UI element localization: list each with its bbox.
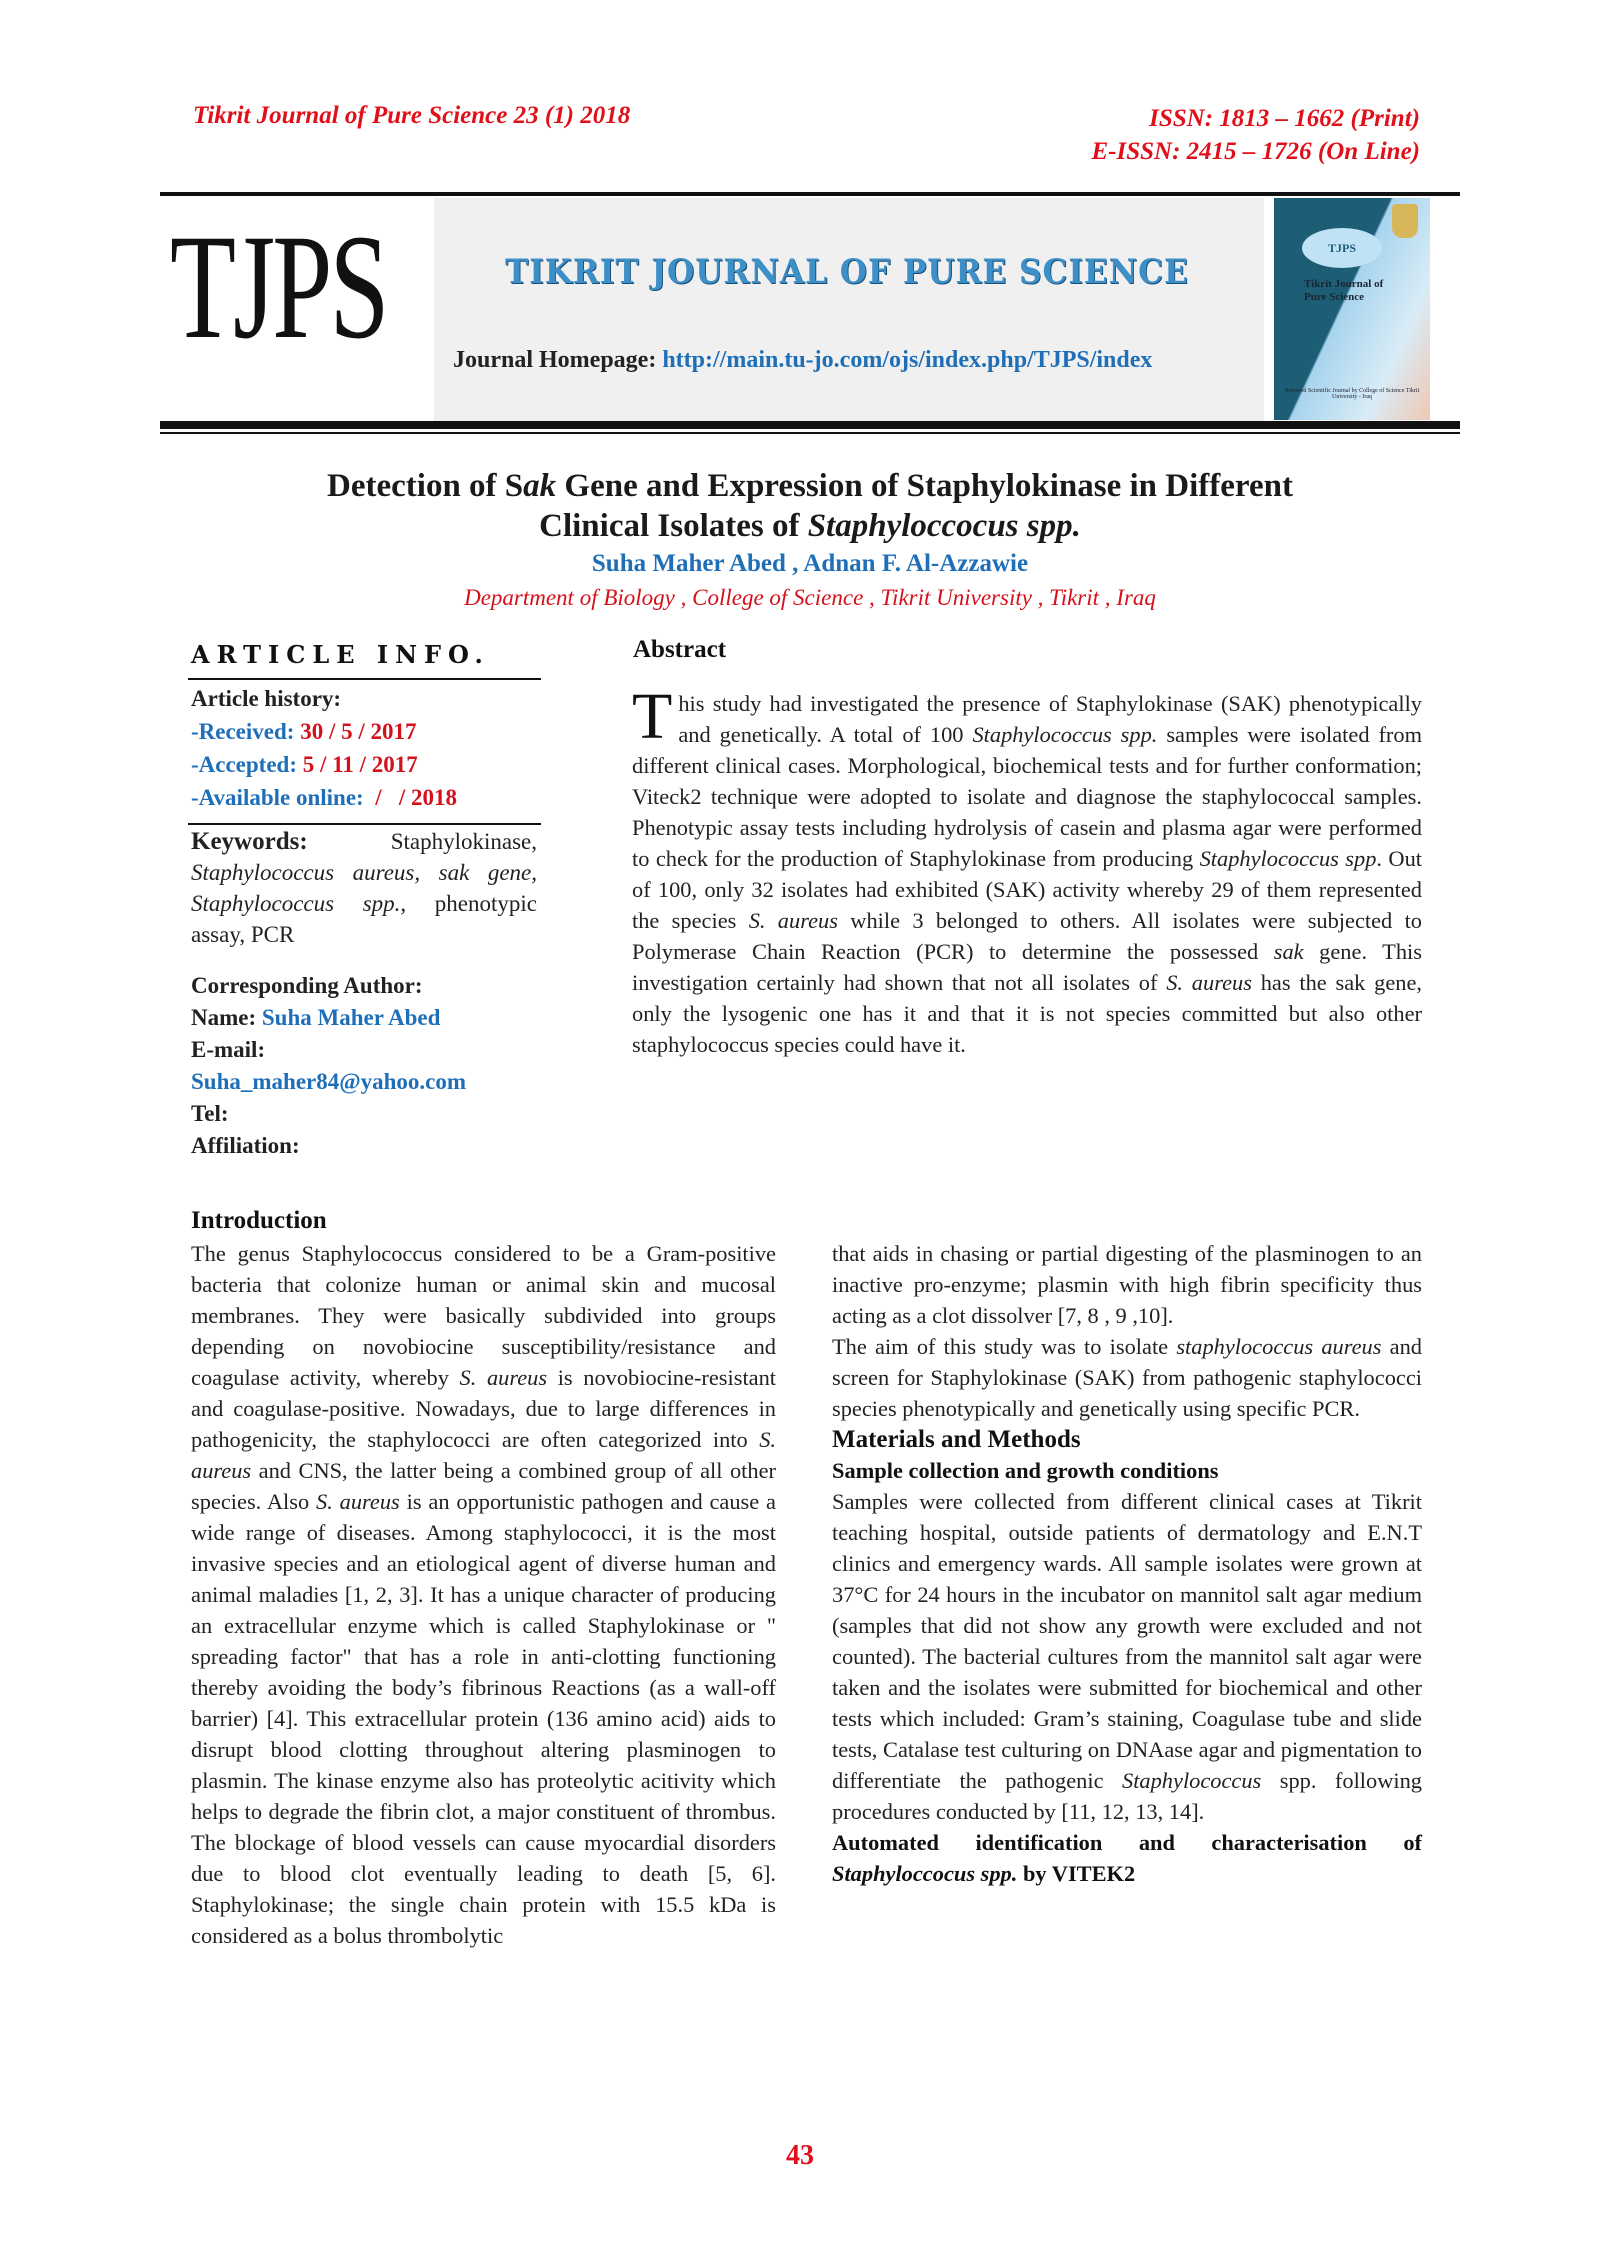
abstract-body [632, 680, 1423, 1060]
abstract-text: his study had investigated the presence of Staphylokinase (SAK) phenotypically and genetically. A total of 100 [678, 691, 1422, 747]
keywords [191, 826, 537, 950]
corresponding-label: Corresponding Author: [191, 973, 423, 998]
issn-online: E-ISSN: 2415 – 1726 (On Line) [1091, 138, 1420, 165]
right-column [832, 1238, 1422, 1889]
body-italic: S. aureus [459, 1365, 548, 1390]
aim-paragraph [832, 1331, 1422, 1424]
masthead-top-rule [160, 192, 1460, 196]
abstract-italic: sak [1273, 939, 1304, 964]
running-header-journal: Tikrit Journal of Pure Science 23 (1) 2018 [193, 102, 631, 129]
abstract-italic: S. aureus [1166, 970, 1252, 995]
title-italic: Staphyloccocus spp. [807, 508, 1081, 544]
article-authors: Suha Maher Abed , Adnan F. Al-Azzawie [591, 550, 1029, 577]
abstract-italic: Staphylococcus spp. [972, 722, 1158, 747]
introduction-heading: Introduction [191, 1207, 327, 1234]
author-name [191, 1002, 466, 1034]
tel-label: Tel: [191, 1101, 229, 1126]
homepage-link[interactable]: http://main.tu-jo.com/ojs/index.php/TJPS/index [662, 347, 1153, 373]
name-value: Suha Maher Abed [261, 1005, 441, 1030]
vitek2-subheading [832, 1827, 1422, 1889]
accepted-value: 5 / 11 / 2017 [302, 752, 418, 777]
introduction-continued: that aids in chasing or partial digesting of the plasminogen to an inactive pro-enzyme; plasmin with high fibrin specificity thus acting as a clot dissolver [7, 8 , 9 ,10]. [832, 1241, 1422, 1328]
running-header-issn [1092, 102, 1421, 168]
methods-heading: Materials and Methods [832, 1426, 1081, 1453]
received-date [191, 715, 457, 748]
title-text: Clinical Isolates of [539, 508, 808, 544]
body-text: Samples were collected from different clinical cases at Tikrit teaching hospital, outside patients of dermatology and E.N.T clinics and emergency wards. All sample isolates were grown at 37°C for 24 hours in the incubator on mannitol salt agar medium (samples that did not show any growth were excluded and not counted). The bacterial cultures from the mannitol salt agar were taken and the isolates were submitted for biochemical and other tests which included: Gram’s staining, Coagulase tube and slide tests, Catalase test culturing on DNAase agar and pigmentation to differentiate the pathogenic [832, 1489, 1422, 1793]
keyword: , phenotypic assay, PCR [191, 891, 538, 947]
abstract-italic: S. aureus [748, 908, 838, 933]
affiliation-label: Affiliation: [191, 1133, 300, 1158]
keyword: Staphylococcus aureus, sak gene, Staphylococcus [191, 860, 537, 916]
body-text: and CNS, the latter being a combined group of all other species. Also [191, 1458, 776, 1514]
masthead-bottom-rule [160, 421, 1460, 429]
body-text: The aim of this study was to isolate [832, 1334, 1177, 1359]
keywords-label: Keywords: [191, 828, 308, 855]
journal-homepage [453, 347, 1152, 374]
body-italic: S. aureus [316, 1489, 400, 1514]
abstract-text: gene. This investigation certainly had shown that not all isolates of [632, 939, 1422, 995]
abstract-italic: Staphylococcus spp [1199, 846, 1377, 871]
page-number: 43 [786, 2140, 814, 2171]
abstract-dropcap: T [632, 680, 673, 753]
cover-title [1304, 278, 1383, 304]
article-info-rule [188, 678, 541, 680]
body-text: and screen for Staphylokinase (SAK) from pathogenic staphylococci species phenotypically and genetically using specific PCR. [832, 1334, 1422, 1421]
email-label: E-mail: [191, 1037, 266, 1062]
body-text: is an opportunistic pathogen and cause a wide range of diseases. Among staphylococci, it is the most invasive species and an etiological agent of diverse human and animal maladies [1, 2, 3]. It has a unique character of producing an extracellular enzyme which is called Staphylokinase or " spreading factor" that has a role in anti-clotting functioning thereby avoiding the body’s fibrinous Reactions (as a wall-off barrier) [4]. This extracellular protein (136 amino acid) aids to disrupt blood clotting throughout altering plasminogen to plasmin. The kinase enzyme also has proteolytic acitivity which helps to degrade the fibrin clot, a major constituent of thrombus. The blockage of blood vessels can cause myocardial disorders due to blood clot eventually leading to death [5, 6]. Staphylokinase; the single chain protein with 15.5 kDa is considered as a bolus thrombolytic [191, 1489, 776, 1948]
abstract-text: . Out of 100, only 32 isolates had exhibited (SAK) activity whereby 29 of them represented the species [632, 846, 1422, 933]
body-text: The genus Staphylococcus considered to be a Gram-positive bacteria that colonize human or animal skin and mucosal membranes. They were basically subdivided into groups depending on novobiocine susceptibility/resistance and coagulase activity, whereby [191, 1241, 776, 1390]
title-text: Gene and Expression of Staphylokinase in Different [556, 468, 1293, 504]
homepage-label: Journal Homepage: [453, 347, 657, 373]
received-value: 30 / 5 / 2017 [300, 719, 417, 744]
article-info-rule [188, 823, 541, 825]
corresponding-author [191, 970, 466, 1162]
abstract-text: has the sak gene, only the lysogenic one has it and that it is not species committed but also other staphylococcus species could have it. [632, 970, 1422, 1057]
received-label: -Received: [191, 719, 295, 744]
journal-name: TIKRIT JOURNAL OF PURE SCIENCE [505, 252, 1189, 292]
body-italic: Staphylococcus [1122, 1768, 1262, 1793]
accepted-label: -Accepted: [191, 752, 298, 777]
keyword: Staphylokinase, [390, 829, 537, 854]
cover-footer: Refereed Scientific Journal by College of Science Tikrit University - Iraq [1284, 388, 1420, 400]
sample-collection-paragraph [832, 1486, 1422, 1827]
article-affiliation: Department of Biology , College of Science , Tikrit University , Tikrit , Iraq [464, 585, 1156, 610]
subheading-italic: Staphyloccocus spp. [832, 1861, 1018, 1886]
name-label: Name: [191, 1005, 257, 1030]
body-italic: staphylococcus aureus [1176, 1334, 1382, 1359]
title-italic: ak [523, 468, 557, 504]
abstract-heading: Abstract [633, 636, 727, 663]
cover-title-line: Tikrit Journal of [1304, 278, 1384, 290]
history-label: Article history: [191, 686, 342, 711]
introduction-paragraph [191, 1238, 776, 1951]
body-text: spp. following procedures conducted by [11, 12, 13, 14]. [832, 1768, 1422, 1824]
sample-collection-subheading: Sample collection and growth conditions [832, 1458, 1219, 1483]
masthead-bottom-rule-thin [160, 432, 1460, 434]
body-text: is novobiocine-resistant and coagulase-positive. Nowadays, due to large differences in pathogenicity, the staphylococci are often categorized into [191, 1365, 777, 1452]
article-info-heading: ARTICLE INFO. [191, 640, 490, 669]
online-label: -Available online: [191, 785, 364, 810]
keyword: spp. [362, 891, 401, 916]
subheading-text: Automated identification and characterisation of [832, 1830, 1422, 1855]
title-text: Detection of S [327, 468, 524, 504]
subheading-text: by VITEK2 [1017, 1861, 1136, 1886]
masthead-banner [434, 198, 1264, 423]
email-link[interactable]: Suha_maher84@yahoo.com [191, 1069, 467, 1094]
accepted-date [191, 748, 457, 781]
cover-title-line: Pure Science [1304, 291, 1364, 303]
article-history [191, 682, 457, 814]
journal-cover-image [1274, 198, 1430, 420]
article-title [160, 466, 1460, 546]
online-date [191, 781, 457, 814]
abstract-text: while 3 belonged to others. All isolates were subjected to Polymerase Chain Reaction (PCR) to determine the possessed [632, 908, 1423, 964]
issn-print: ISSN: 1813 – 1662 (Print) [1149, 105, 1420, 132]
online-value: / / 2018 [369, 785, 457, 810]
body-italic: S. aureus [191, 1427, 776, 1483]
university-crest-icon [1392, 204, 1418, 238]
cover-badge: TJPS [1302, 228, 1382, 268]
journal-logo: TJPS [170, 204, 387, 370]
abstract-text: samples were isolated from different clinical cases. Morphological, biochemical tests and for further conformation; Viteck2 technique were adopted to isolate and diagnose the staphylococcal samples. Phenotypic assay tests including hydrolysis of casein and plasma agar were performed to check for the production of Staphylokinase from producing [632, 722, 1422, 871]
